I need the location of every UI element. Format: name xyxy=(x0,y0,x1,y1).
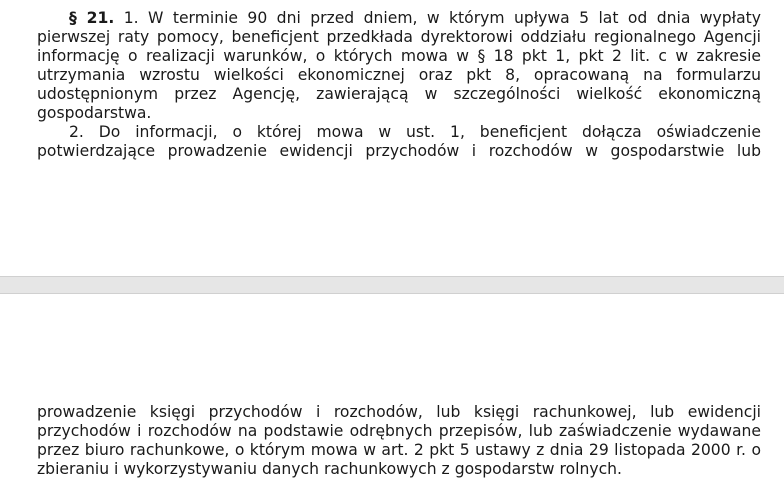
paragraph-1-text: 1. W terminie 90 dni przed dniem, w którym upływa 5 lat od dnia wypłaty pierwszej raty pomocy, beneficjent przedkłada dyrektorowi oddziału regionalnego Agencji informację o realizacji warunków, o których mowa w § 18 pkt 1, pkt 2 lit. c w zakresie utrzymania wzrostu wielkości ekonomicznej oraz pkt 8, opracowaną na formularzu udostępnionym przez Agencję, zawierającą w szczególności wielkość ekonomiczną gospodarstwa. xyxy=(37,9,761,122)
section-mark: § 21. xyxy=(69,9,115,27)
paragraph-1 xyxy=(37,9,761,123)
paragraph-2-text: 2. Do informacji, o której mowa w ust. 1, beneficjent dołącza oświadczenie potwierdzające prowadzenie ewidencji przychodów i rozchodów w gospodarstwie lub xyxy=(37,123,761,160)
paragraph-2 xyxy=(37,123,761,161)
page-2-text xyxy=(37,403,761,479)
paragraph-2-continuation: prowadzenie księgi przychodów i rozchodów, lub księgi rachunkowej, lub ewidencji przychodów i rozchodów na podstawie odrębnych przepisów, lub zaświadczenie wydawane przez biuro rachunkowe, o którym mowa w art. 2 pkt 5 ustawy z dnia 29 listopada 2000 r. o zbieraniu i wykorzystywaniu danych rachunkowych z gospodarstw rolnych. xyxy=(37,403,761,478)
page-1-text xyxy=(37,9,761,161)
page-2 xyxy=(0,294,784,487)
page-separator xyxy=(0,276,784,294)
